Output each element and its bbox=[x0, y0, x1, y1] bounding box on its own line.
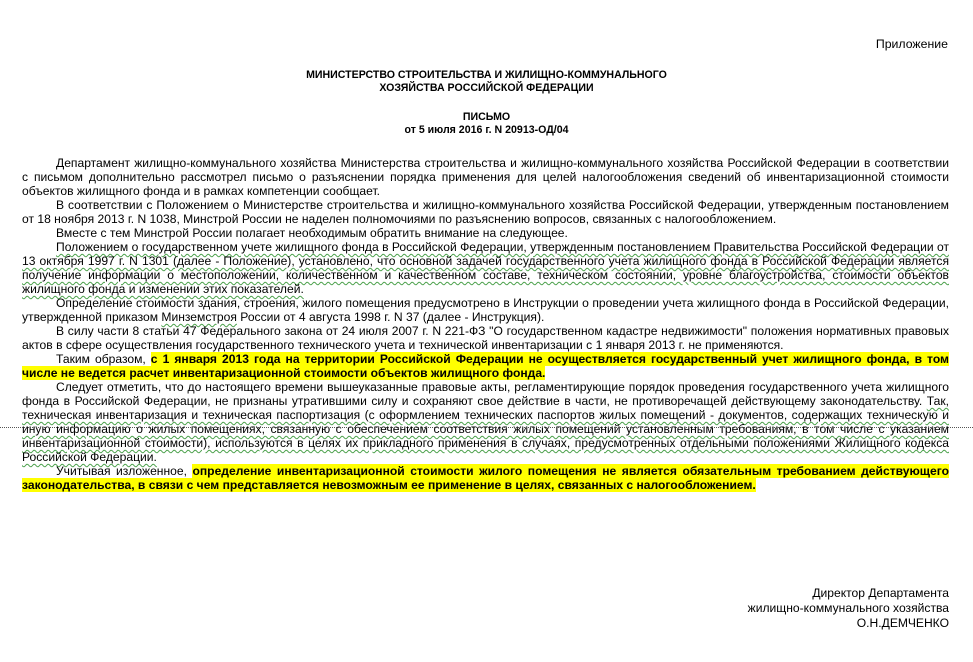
ministry-line-1: МИНИСТЕРСТВО СТРОИТЕЛЬСТВА И ЖИЛИЩНО-КОММУНАЛЬНОГО bbox=[306, 69, 667, 81]
paragraph-7 bbox=[22, 352, 949, 380]
paragraph-4-text: Положением о государственном учете жилищного фонда в Российской Федерации, утвержденным постановлением Правительства Российской Федерации от 13 октября 1997 г. N 1301 (далее - Положение), установлено, что основной задачей государственного учета жилищного фонда в Российской Федерации является получение информации о местоположении, количественном и качественном составе, техническом состоянии, уровне благоустройства, стоимости объектов жилищного фонда и изменении этих показателей. bbox=[22, 240, 949, 296]
paragraph-1: Департамент жилищно-коммунального хозяйства Министерства строительства и жилищно-коммунального хозяйства Российской Федерации в соответствии с письмом дополнительно рассмотрел письмо о разъяснении порядка применения для целей налогообложения сведений об инвентаризационной стоимости объектов жилищного фонда и в рамках компетенции сообщает. bbox=[22, 156, 949, 198]
signature-title-line-2: жилищно-коммунального хозяйства bbox=[747, 601, 949, 615]
appendix-label: Приложение bbox=[875, 37, 948, 51]
letter-body bbox=[22, 156, 949, 492]
paragraph-8-part-b: Так, техническая инвентаризация и техническая паспортизация (с оформлением технических паспортов жилых помещений - документов, содержащих техническую и иную информацию о жилых помещениях, связанную с обеспечением соответствия жилых помещений установленным требованиям, в том числе с указанием инвентаризационной стоимости), используются в целях их прикладного применения в случаях, предусмотренных отдельными положениями Жилищного кодекса Российской Федерации. bbox=[22, 394, 949, 464]
signature-title-line-1: Директор Департамента bbox=[812, 586, 949, 600]
letter-heading bbox=[0, 111, 973, 137]
paragraph-3: Вместе с тем Минстрой России полагает необходимым обратить внимание на следующее. bbox=[56, 226, 568, 240]
paragraph-9 bbox=[22, 464, 949, 492]
paragraph-5 bbox=[22, 296, 949, 324]
paragraph-8-part-a: Следует отметить, что до настоящего времени вышеуказанные правовые акты, регламентирующие порядок проведения государственного учета жилищного фонда в Российской Федерации, не признаны утратившими силу и сохраняют свое действие в части, не противоречащей действующему законодательству. bbox=[22, 380, 949, 408]
signature-block bbox=[748, 586, 949, 631]
paragraph-7-highlight: с 1 января 2013 года на территории Российской Федерации не осуществляется государственный учет жилищного фонда, в том числе не ведется расчет инвентаризационной стоимости объектов жилищного фонда. bbox=[22, 352, 949, 380]
ministry-heading bbox=[0, 69, 973, 95]
signature-name: О.Н.ДЕМЧЕНКО bbox=[856, 616, 949, 630]
paragraph-4 bbox=[22, 240, 949, 296]
paragraph-5-part-c: России от 4 августа 1998 г. N 37 (далее - Инструкция). bbox=[236, 310, 545, 324]
paragraph-8 bbox=[22, 380, 949, 464]
paragraph-2: В соответствии с Положением о Министерстве строительства и жилищно-коммунального хозяйства Российской Федерации, утвержденным постановлением от 18 ноября 2013 г. N 1038, Минстрой России не наделен полномочиями по разъяснению вопросов, связанных с налогообложением. bbox=[22, 198, 949, 226]
paragraph-9-highlight: определение инвентаризационной стоимости жилого помещения не является обязательным требованием действующего законодательства, в связи с чем представляется невозможным ее применение в целях, связанных с налогообложением. bbox=[22, 464, 950, 492]
paragraph-5-part-a: Определение стоимости здания, строения, жилого помещения предусмотрено в Инструкции о проведении учета жилищного фонда в Российской Федерации, утвержденной приказом bbox=[22, 296, 949, 324]
ministry-line-2: ХОЗЯЙСТВА РОССИЙСКОЙ ФЕДЕРАЦИИ bbox=[379, 82, 594, 94]
paragraph-9-lead: Учитывая изложенное, bbox=[56, 464, 193, 478]
paragraph-5-part-b: Минземстроя bbox=[161, 310, 237, 324]
paragraph-7-lead: Таким образом, bbox=[56, 352, 151, 366]
letter-title: ПИСЬМО bbox=[462, 111, 511, 123]
section-divider bbox=[0, 427, 973, 428]
letter-date: от 5 июля 2016 г. N 20913-ОД/04 bbox=[404, 124, 569, 136]
paragraph-6: В силу части 8 статьи 47 Федерального закона от 24 июля 2007 г. N 221-ФЗ "О государственном кадастре недвижимости" положения нормативных правовых актов в сфере осуществления государственного технического учета и технической инвентаризации с 1 января 2013 г. не применяются. bbox=[22, 324, 949, 352]
